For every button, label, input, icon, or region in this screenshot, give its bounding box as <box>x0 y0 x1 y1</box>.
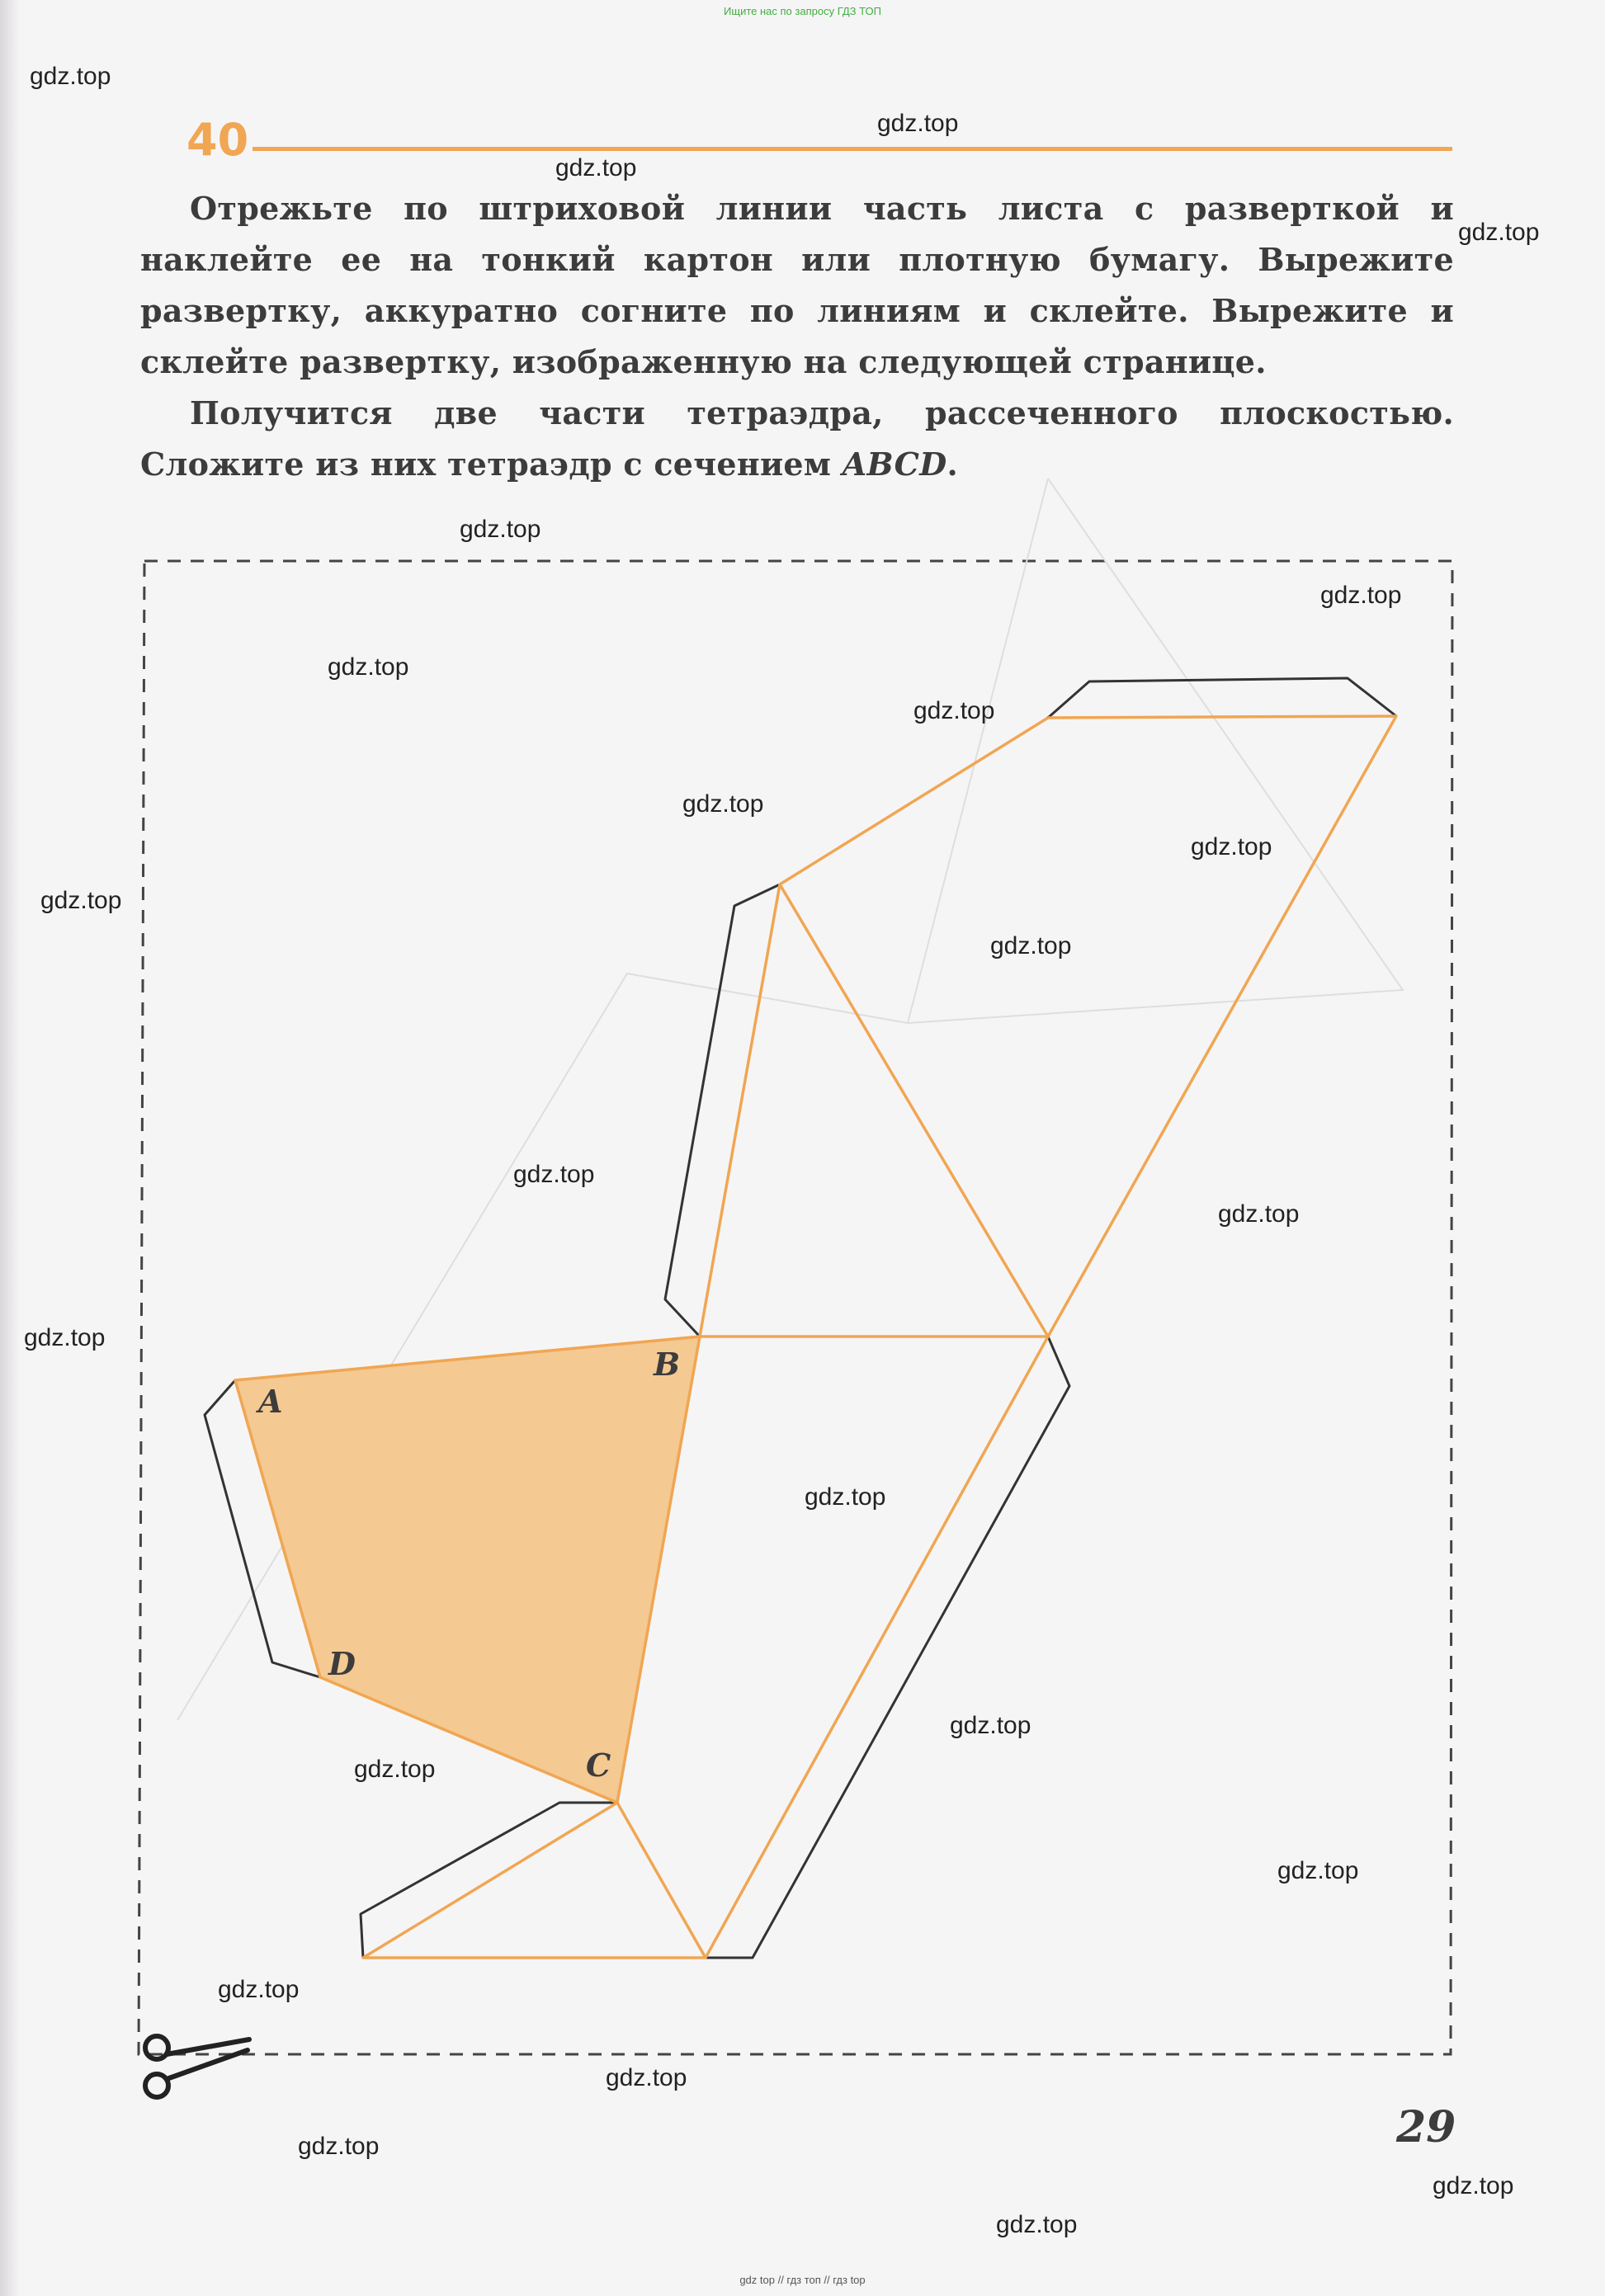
watermark: gdz.top <box>298 2133 380 2160</box>
watermark: gdz.top <box>990 932 1072 959</box>
vertex-label-c: C <box>586 1747 611 1784</box>
watermark: gdz.top <box>218 1976 300 2003</box>
watermark: gdz.top <box>1458 219 1540 246</box>
watermark: gdz.top <box>606 2064 687 2091</box>
vertex-label-b: B <box>654 1346 681 1383</box>
watermark: gdz.top <box>555 154 637 182</box>
task-paragraph-2-end: . <box>946 446 958 483</box>
task-paragraph-2-text: Получится две части тетраэдра, рассеченного плоскостью. Сложите из них тетраэдр с сечением <box>140 394 1454 483</box>
section-name: ABCD <box>842 446 947 483</box>
watermark: gdz.top <box>354 1756 436 1783</box>
task-paragraph-1: Отрежьте по штриховой линии часть листа с разверткой и наклейте ее на тонкий картон или плотную бумагу. Вырежите развертку, аккуратно согните по линиям и склейте. Вырежите и склейте развертку, изображенную на следующей странице. <box>140 190 1454 380</box>
top-banner[interactable]: Ищите нас по запросу ГДЗ ТОП <box>724 5 881 17</box>
watermark: gdz.top <box>40 887 122 914</box>
watermark: gdz.top <box>513 1161 595 1188</box>
watermark: gdz.top <box>328 653 409 681</box>
vertex-label-a: A <box>258 1383 283 1420</box>
watermark: gdz.top <box>877 110 959 137</box>
watermark: gdz.top <box>30 63 111 90</box>
vertex-label-d: D <box>328 1645 356 1682</box>
watermark: gdz.top <box>950 1712 1031 1739</box>
watermark: gdz.top <box>460 516 541 543</box>
watermark: gdz.top <box>805 1483 886 1511</box>
watermark: gdz.top <box>1320 582 1402 609</box>
scissors-icon <box>145 2036 249 2097</box>
task-number: 40 <box>186 114 249 166</box>
watermark: gdz.top <box>996 2211 1078 2238</box>
page-number: 29 <box>1396 2102 1456 2152</box>
watermark: gdz.top <box>1191 833 1272 860</box>
watermark: gdz.top <box>24 1324 106 1351</box>
watermark: gdz.top <box>1433 2172 1514 2199</box>
watermark: gdz.top <box>913 697 995 724</box>
watermark: gdz.top <box>1277 1857 1359 1884</box>
watermark: gdz.top <box>682 790 764 818</box>
bottom-banner[interactable]: gdz top // гдз топ // гдз top <box>739 2274 866 2286</box>
dashed-cut-line[interactable] <box>139 561 1452 2054</box>
watermark: gdz.top <box>1218 1200 1300 1228</box>
